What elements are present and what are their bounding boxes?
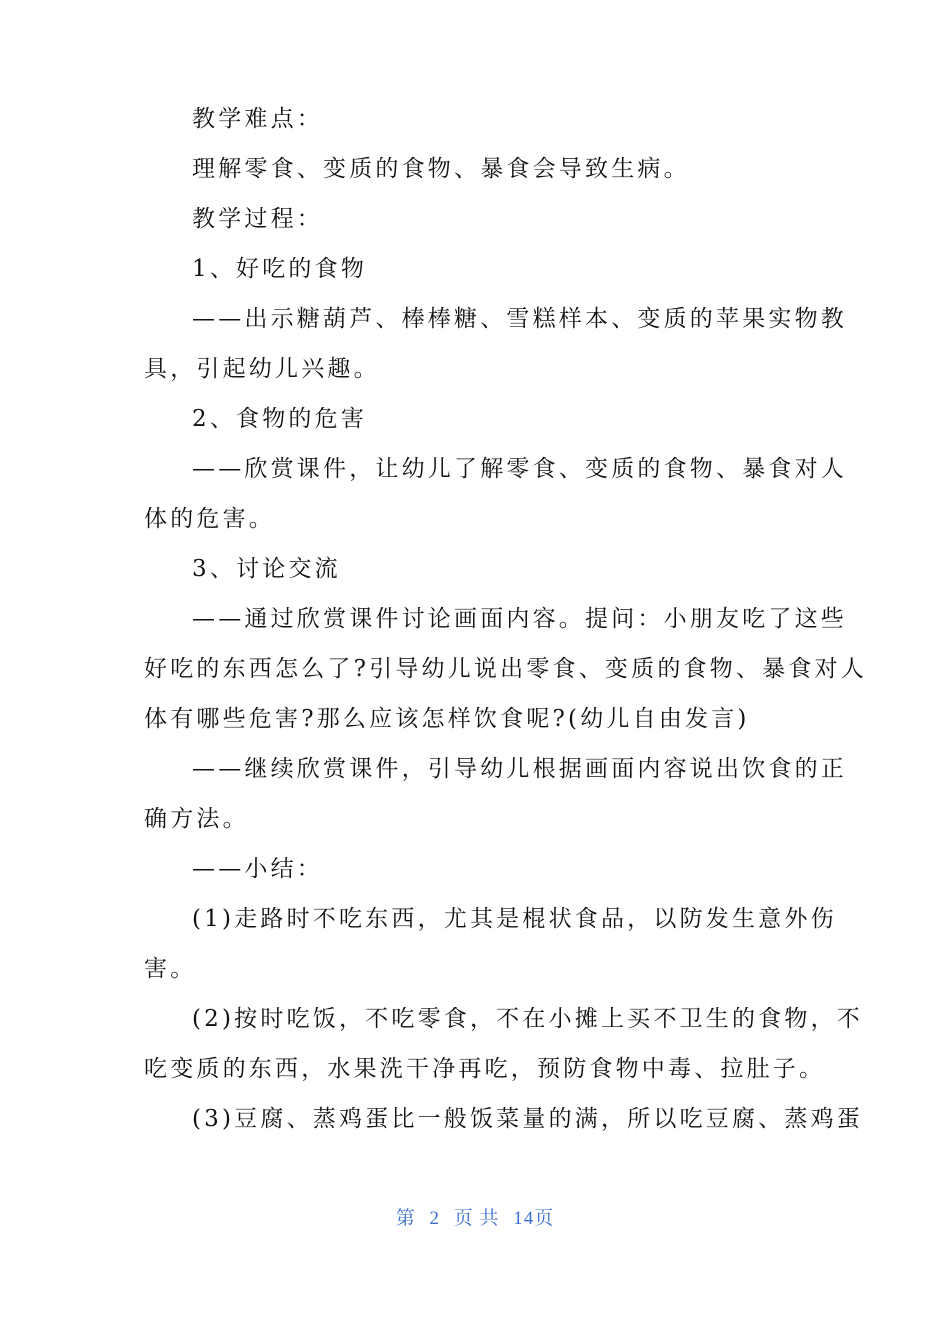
paragraph-line: 好吃的东西怎么了?引导幼儿说出零食、变质的食物、暴食对人 <box>144 656 867 682</box>
paragraph-line: ——欣赏课件，让幼儿了解零食、变质的食物、暴食对人 <box>192 456 847 482</box>
paragraph-line: (2)按时吃饭，不吃零食，不在小摊上买不卫生的食物，不 <box>192 1006 863 1032</box>
paragraph-line: 具，引起幼儿兴趣。 <box>144 356 380 382</box>
paragraph-line: ——出示糖葫芦、棒棒糖、雪糕样本、变质的苹果实物教 <box>192 306 847 332</box>
paragraph-line: 确方法。 <box>144 806 249 832</box>
paragraph-line: (3)豆腐、蒸鸡蛋比一般饭菜量的满，所以吃豆腐、蒸鸡蛋 <box>192 1106 863 1132</box>
paragraph-line: (1)走路时不吃东西，尤其是棍状食品，以防发生意外伤 <box>192 906 837 932</box>
paragraph-line: 教学难点： <box>192 106 323 132</box>
paragraph-line: 害。 <box>144 956 197 982</box>
paragraph-line: ——通过欣赏课件讨论画面内容。提问：小朋友吃了这些 <box>192 606 847 632</box>
paragraph-line: 3、讨论交流 <box>192 556 341 582</box>
paragraph-line: ——小结： <box>192 856 323 882</box>
paragraph-line: 2、食物的危害 <box>192 406 368 432</box>
footer-prefix: 第 <box>395 1208 416 1229</box>
paragraph-line: ——继续欣赏课件，引导幼儿根据画面内容说出饮食的正 <box>192 756 847 782</box>
paragraph-line: 体的危害。 <box>144 506 275 532</box>
footer-current-page: 2 <box>429 1208 440 1229</box>
paragraph-line: 1、好吃的食物 <box>192 256 368 282</box>
footer-total: 14页 <box>513 1208 555 1229</box>
paragraph-line: 体有哪些危害?那么应该怎样饮食呢?(幼儿自由发言) <box>144 706 750 732</box>
paragraph-line: 理解零食、变质的食物、暴食会导致生病。 <box>192 156 690 182</box>
page-footer <box>0 1206 950 1232</box>
footer-middle: 页 共 <box>453 1208 500 1229</box>
paragraph-line: 吃变质的东西，水果洗干净再吃，预防食物中毒、拉肚子。 <box>144 1056 826 1082</box>
paragraph-line: 教学过程： <box>192 206 323 232</box>
